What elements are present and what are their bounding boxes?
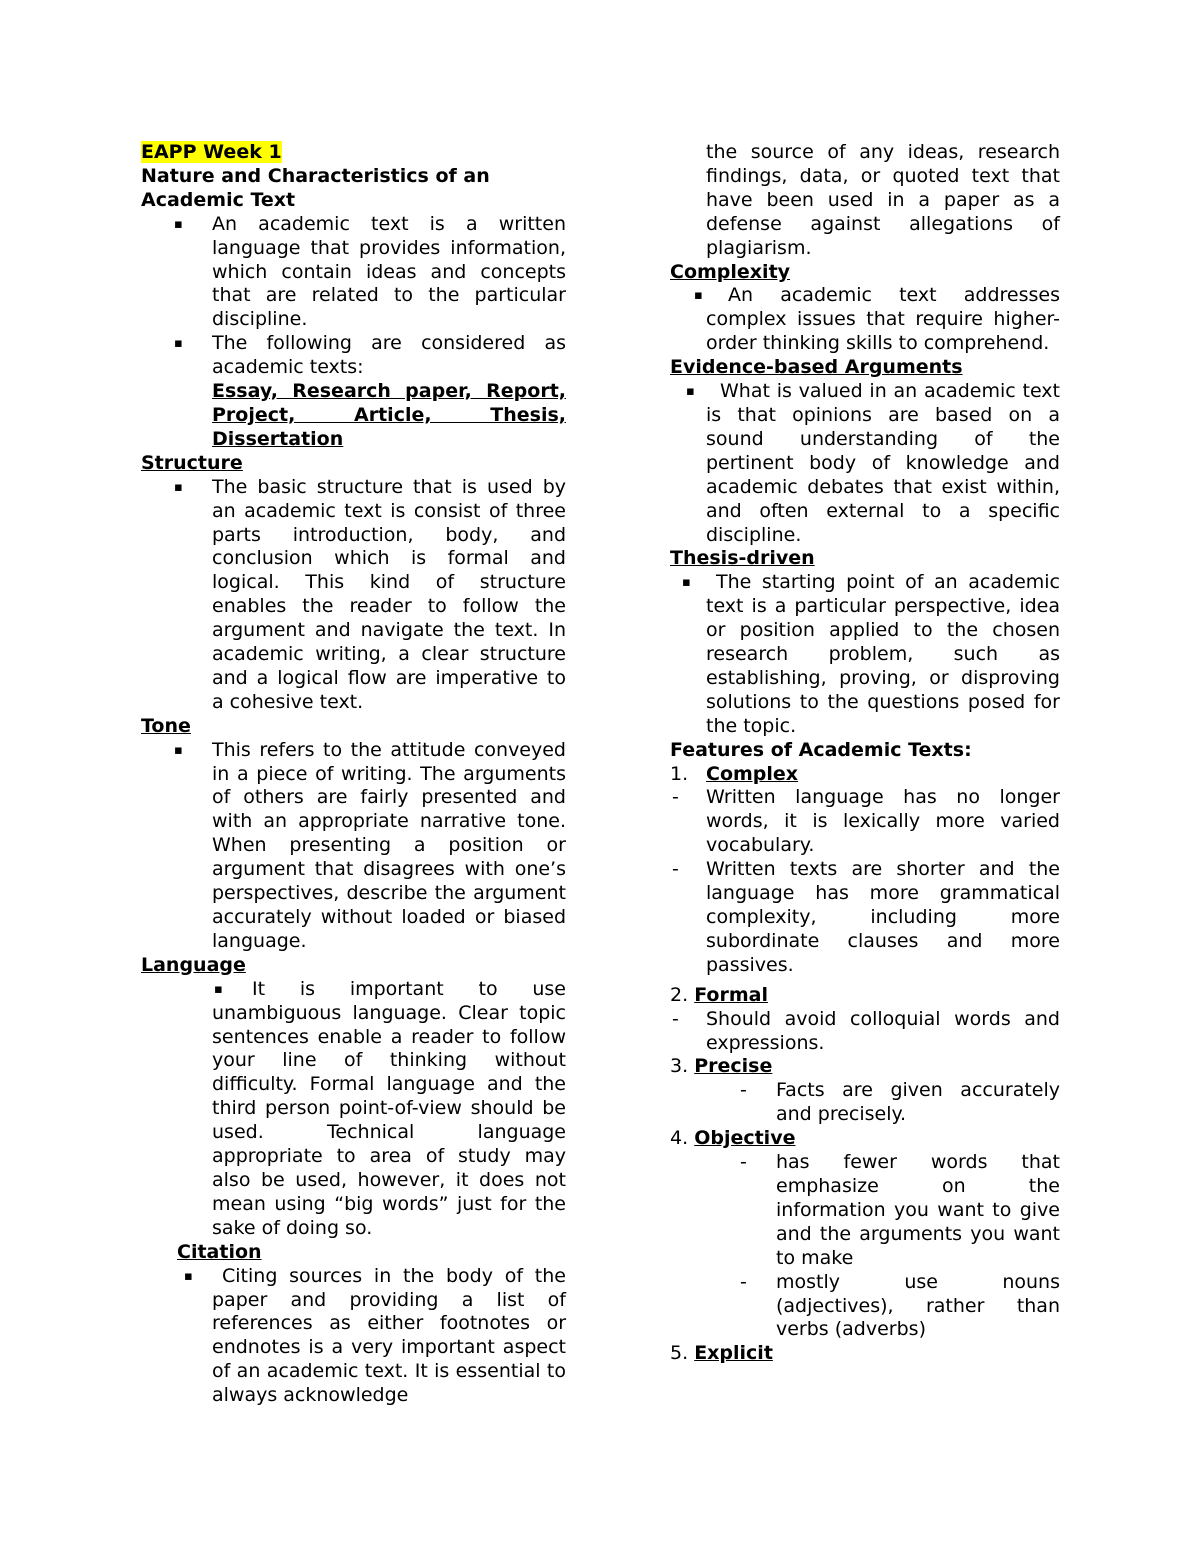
- feature-2-title: Formal: [694, 983, 768, 1006]
- complexity-bullet: ▪ An academic text addresses complex issues that require higher-order thinking skills to comprehend.: [670, 284, 1060, 356]
- complexity-heading: Complexity: [670, 260, 791, 283]
- structure-heading: Structure: [141, 451, 243, 474]
- feature-3: [670, 1055, 1060, 1079]
- feature-3-number: 3.: [670, 1055, 689, 1078]
- right-column: [670, 141, 1060, 1366]
- week-label: [141, 141, 566, 165]
- feature-2-point-1: - Should avoid colloquial words and expressions.: [670, 1008, 1060, 1056]
- feature-3-point-1: - Facts are given accurately and precisely.: [670, 1079, 1060, 1127]
- feature-4-point-1: - has fewer words that emphasize on the information you want to give and the arguments you want to make: [670, 1151, 1060, 1271]
- language-bullet: ▪ It is important to use unambiguous language. Clear topic sentences enable a reader to follow your line of thinking without difficulty. Formal language and the third person point-of-view should be used. Technical language appropriate to area of study may also be used, however, it does not mean using “big words” just for the sake of doing so.: [141, 978, 566, 1241]
- title-line-1: Nature and Characteristics of an: [141, 164, 490, 187]
- language-heading: Language: [141, 953, 246, 976]
- thesis-heading: Thesis-driven: [670, 547, 815, 570]
- feature-5: [670, 1342, 1060, 1366]
- feature-4-title: Objective: [694, 1127, 796, 1150]
- academic-texts-list-line-2: Project, Article, Thesis,: [212, 403, 566, 426]
- evidence-bullet: ▪ What is valued in an academic text is that opinions are based on a sound understanding of the pertinent body of knowledge and academic debates that exist within, and often external to a specific discipline.: [670, 380, 1060, 547]
- feature-4-point-2: - mostly use nouns (adjectives), rather than verbs (adverbs): [670, 1271, 1060, 1343]
- title-line-2: Academic Text: [141, 188, 296, 211]
- feature-3-title: Precise: [694, 1055, 773, 1078]
- academic-texts-list-line-1: Essay, Research paper, Report,: [212, 380, 566, 403]
- features-heading: Features of Academic Texts:: [670, 738, 972, 761]
- citation-continued: the source of any ideas, research findings, data, or quoted text that have been used in a paper as a defense against allegations of plagiarism.: [706, 141, 1060, 259]
- citation-bullet: ▪ Citing sources in the body of the paper and providing a list of references as either footnotes or endnotes is a very important aspect of an academic text. It is essential to always acknowledge: [141, 1265, 566, 1408]
- intro-bullet-1: ▪ An academic text is a written language that provides information, which contain ideas and concepts that are related to the particular discipline.: [141, 213, 566, 333]
- feature-5-number: 5.: [670, 1342, 689, 1365]
- intro-bullet-2: ▪ The following are considered as academic texts:: [141, 332, 566, 380]
- citation-heading: Citation: [177, 1240, 262, 1263]
- academic-texts-list-line-3: Dissertation: [212, 427, 344, 450]
- feature-2-number: 2.: [670, 983, 689, 1006]
- feature-1-point-2: - Written texts are shorter and the language has more grammatical complexity, including more subordinate clauses and more passives.: [670, 858, 1060, 978]
- feature-1-title: Complex: [706, 762, 799, 785]
- feature-1: [670, 763, 1060, 787]
- tone-bullet: ▪ This refers to the attitude conveyed in a piece of writing. The arguments of others are fairly presented and with an appropriate narrative tone. When presenting a position or argument that disagrees with one’s perspectives, describe the argument accurately without loaded or biased language.: [141, 739, 566, 954]
- tone-heading: Tone: [141, 714, 191, 737]
- evidence-heading: Evidence-based Arguments: [670, 356, 963, 379]
- feature-5-title: Explicit: [694, 1342, 773, 1365]
- feature-4-number: 4.: [670, 1127, 689, 1150]
- left-column: [141, 141, 566, 1408]
- structure-bullet: ▪ The basic structure that is used by an academic text is consist of three parts introduction, body, and conclusion which is formal and logical. This kind of structure enables the reader to follow the argument and navigate the text. In academic writing, a clear structure and a logical flow are imperative to a cohesive text.: [141, 476, 566, 715]
- feature-2: [670, 984, 1060, 1008]
- feature-4: [670, 1127, 1060, 1151]
- thesis-bullet: ▪ The starting point of an academic text is a particular perspective, idea or position applied to the chosen research problem, such as establishing, proving, or disproving solutions to the questions posed for the topic.: [670, 571, 1060, 738]
- feature-1-point-1: - Written language has no longer words, it is lexically more varied vocabulary.: [670, 786, 1060, 858]
- feature-1-number: 1.: [670, 762, 689, 785]
- week-highlight: EAPP Week 1: [141, 141, 282, 163]
